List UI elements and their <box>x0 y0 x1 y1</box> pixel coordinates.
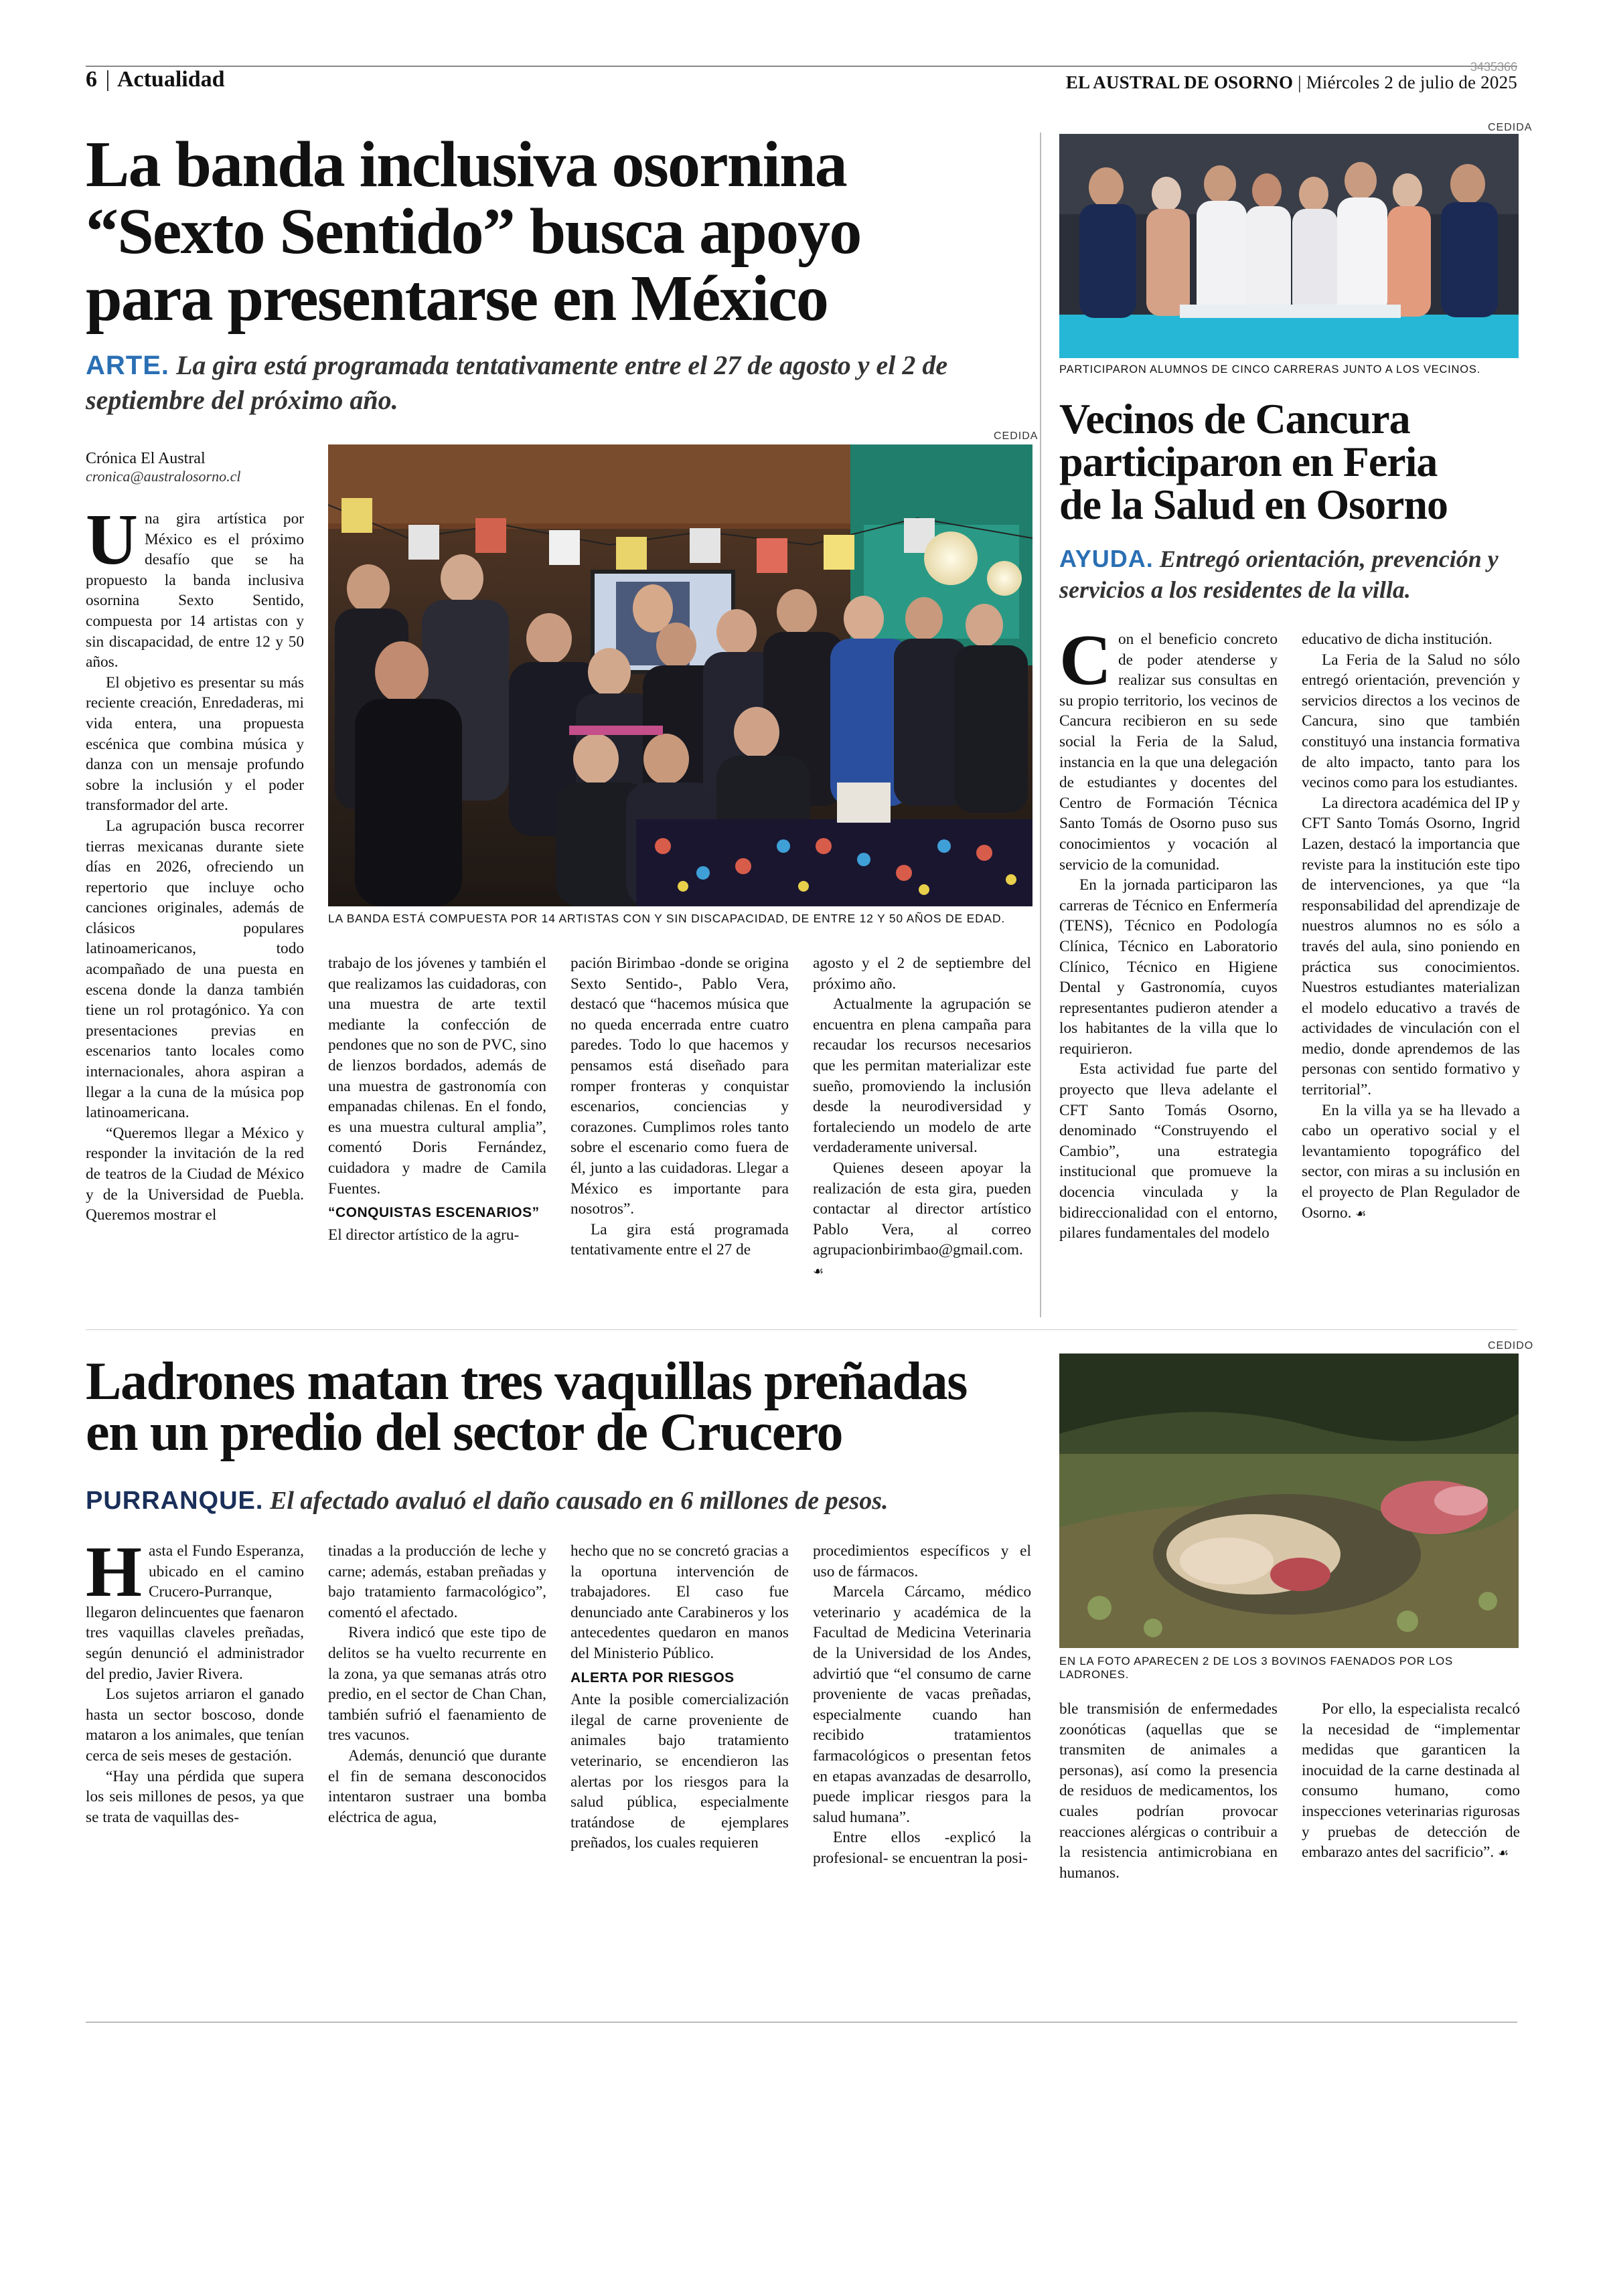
lower-headline-line-2: en un predio del sector de Crucero <box>86 1403 843 1462</box>
main-headline-line-3: para presentarse en México <box>86 262 828 335</box>
lower-end-mark: ☙ <box>1498 1846 1509 1861</box>
page-number: 6 <box>86 67 97 92</box>
main-headline-line-1: La banda inclusiva osornina <box>86 129 846 201</box>
band-photo <box>328 444 1032 906</box>
band-photo-image <box>328 444 1032 906</box>
lower-kicker: PURRANQUE. <box>86 1487 264 1515</box>
side-lede <box>1059 544 1521 605</box>
lower-lede-text: El afectado avaluó el daño causado en 6 millones de pesos. <box>269 1487 889 1515</box>
newspaper-name: EL AUSTRAL DE OSORNO <box>1065 72 1294 92</box>
main-end-mark: ☙ <box>813 1264 824 1279</box>
lower-dropcap: H <box>86 1532 143 1612</box>
side-dropcap: C <box>1059 621 1112 700</box>
lower-article-column-5: ble transmisión de enfermedades zoonóticas (aquellas que se transmiten de animales a personas), así como la presencia de residuos de medicamentos, los cuales podrían provocar reacciones alérgicas o contribuir a la resistencia antimicrobiana en humanos. <box>1059 1700 1278 1882</box>
id-code: 3435366 <box>1470 60 1517 74</box>
lower-article-column-2: tinadas a la producción de leche y carne; además, estaban preñadas y bajo tratamiento farmacológico”, comentó el afectado. Rivera indicó que este tipo de delitos se ha vuelto recurrente en la zona, ya que semanas atrás otro predio, en el sector de Chan Chan, también sufrió el faenamiento de tres vacunos. Además, denunció que durante el fin de semana desconocidos intentaron sustraer una bomba eléctrica de agua, <box>328 1542 546 1826</box>
lower-headline-line-1: Ladrones matan tres vaquillas preñadas <box>86 1352 967 1411</box>
issue-date: Miércoles 2 de julio de 2025 <box>1306 72 1517 92</box>
side-article-column-1: Con el beneficio concreto de poder atenderse y realizar sus consultas en su propio territorio, los vecinos de Cancura recibieron en su sede social la Feria de la Salud, instancia en la que una delegación de estudiantes y docentes del Centro de Formación Técnica Santo Tomás de Osorno puso sus conocimientos y vocación al servicio de la comunidad. En la jornada participaron las carreras de Técnico en Enfermería (TENS), Técnico en Podología Clínica, Técnico en Laboratorio Clínico, Técnico en Higiene Dental y Gastronomía, cuyos representantes pudieron atender a los habitantes de la villa que lo requirieron. Esta actividad fue parte del proyecto que lleva adelante el CFT Santo Tomás Osorno, denominado “Construyendo el Cambio”, una estrategia institucional que promueve la docencia vinculada y la bidireccionalidad con el entorno, pilares fundamentales del modelo <box>1059 621 1278 1242</box>
cattle-photo-image <box>1059 1354 1519 1648</box>
main-photo-caption: LA BANDA ESTÁ COMPUESTA POR 14 ARTISTAS CON Y SIN DISCAPACIDAD, DE ENTRE 12 Y 50 AÑOS DE EDAD. <box>328 912 1006 925</box>
main-subhead: “CONQUISTAS ESCENARIOS” <box>328 1205 540 1221</box>
byline <box>86 450 240 485</box>
side-headline <box>1059 395 1521 528</box>
section-name: Actualidad <box>117 67 225 92</box>
main-photo-credit: CEDIDA <box>994 430 1039 442</box>
page-folio: 6 | Actualidad <box>86 67 225 92</box>
lower-article-column-6: Por ello, la especialista recalcó la necesidad de “implementar medidas que garanticen la inocuidad de la carne destinada al consumo humano, como inspecciones veterinarias rigurosas y pruebas de detección de embarazo antes del sacrificio”. ☙ <box>1302 1700 1520 1862</box>
main-article-column-4: agosto y el 2 de septiembre del próximo año. Actualmente la agrupación se encuentra en plena campaña para recaudar los recursos necesarios que les permitan materializar este sueño, promoviendo la inclusión desde la neurodiversidad y fortaleciendo un modelo de arte verdaderamente universal. Quienes deseen apoyar la realización de esta gira, pueden contactar al director artístico Pablo Vera, al correo agrupacionbirimbao@gmail.com. ☙ <box>813 955 1031 1279</box>
lower-photo-credit: CEDIDO <box>1488 1340 1534 1351</box>
main-article-column-2: trabajo de los jóvenes y también el que realizamos las cuidadoras, con una muestra de arte textil mediante la confección de pendones que no son de PVC, sino de lienzos bordados, además de una muestra de gastronomía con empanadas chilenas. En el fondo, es una muestra cultural amplia”, comentó Doris Fernández, cuidadora y madre de Camila Fuentes. “CONQUISTAS ESCENARIOS” El director artístico de la agru- <box>328 955 546 1244</box>
main-article-column-3: pación Birimbao -donde se origina Sexto Sentido-, Pablo Vera, destacó que “hacemos música que no queda encerrada entre cuatro paredes. Todo lo que hacemos y pensamos está diseñado para romper fronteras y conquistar escenarios, conciencias y corazones. Cumplimos roles tanto sobre el escenario como fuera de él, junto a las cuidadoras. Llegar a México es importante para nosotros”. La gira está programada tentativamente entre el 27 de <box>570 955 789 1259</box>
side-end-mark: ☙ <box>1355 1206 1367 1221</box>
side-article-column-2: educativo de dicha institución. La Feria de la Salud no sólo entregó orientación, prevención y servicios directos a los vecinos de Cancura, sino que también constituyó una instancia formativa de alto impacto, tanto para los vecinos como para los estudiantes. La directora académica del IP y CFT Santo Tomás Osorno, Ingrid Lazen, destacó la importancia que reviste para la institución este tipo de intervenciones, ya que “la responsabilidad del aprendizaje de nuestros alumnos no es sólo a través del aula, sino poniendo en práctica sus conocimientos. Nuestros estudiantes materializan el modelo educativo a través de actividades de vinculación con el medio, donde aprendemos de las personas con sentido formativo y territorial”. En la villa ya se ha llevado a cabo un operativo social y el levantamiento topográfico del sector, con miras a su inclusión en el proyecto de Plan Regulador de Osorno. ☙ <box>1302 631 1520 1222</box>
health-fair-photo <box>1059 134 1519 358</box>
side-headline-line-1: Vecinos de Cancura <box>1059 395 1410 442</box>
main-lede-text: La gira está programada tentativamente entre el 27 de agosto y el 2 de septiembre del próximo año. <box>86 350 948 415</box>
main-headline <box>86 129 1023 335</box>
lower-top-rule <box>86 1329 1517 1330</box>
side-lede-text: Entregó orientación, prevención y servicios a los residentes de la villa. <box>1059 546 1499 603</box>
main-kicker: ARTE. <box>86 351 169 380</box>
side-photo-caption: PARTICIPARON ALUMNOS DE CINCO CARRERAS JUNTO A LOS VECINOS. <box>1059 363 1481 376</box>
lower-article-column-1: Hasta el Fundo Esperanza, ubicado en el camino Crucero-Purranque, llegaron delincuentes que faenaron tres vaquillas claveles preñadas, según denunció el administrador del predio, Javier Rivera. Los sujetos arriaron el ganado hasta un sector boscoso, donde mataron a los animales, que tenían cerca de seis meses de gestación. “Hay una pérdida que supera los seis millones de pesos, ya que se trata de vaquillas des- <box>86 1532 304 1826</box>
column-divider <box>1040 133 1041 1317</box>
main-headline-line-2: “Sexto Sentido” busca apoyo <box>86 195 861 268</box>
side-photo-credit: CEDIDA <box>1488 122 1533 133</box>
lower-headline <box>86 1352 1023 1462</box>
lower-article-column-3: hecho que no se concretó gracias a la oportuna intervención de trabajadores. El caso fue denunciado ante Carabineros y los antecedentes quedaron en manos del Ministerio Público. ALERTA POR RIESGOS Ante la posible comercialización ilegal de carne proveniente de animales bajo tratamiento veterinario, se encendieron las alertas por los riesgos para la salud pública, especialmente tratándose de ejemplares preñados, los cuales requieren <box>570 1542 789 1852</box>
page-bottom-rule <box>86 2022 1517 2023</box>
header-top-rule <box>86 66 1517 67</box>
lower-article-column-4: procedimientos específicos y el uso de fármacos. Marcela Cárcamo, médico veterinario y académica de la Facultad de Medicina Veterinaria de la Universidad de los Andes, advirtió que “el consumo de carne proveniente de vacas preñadas, especialmente cuando han recibido tratamientos farmacológicos o presentan fetos en etapas avanzadas de desarrollo, puede implicar riesgos para la salud humana”. Entre ellos -explicó la profesional- se encuentran la posi- <box>813 1542 1031 1867</box>
lower-lede <box>86 1485 1037 1517</box>
side-headline-line-3: de la Salud en Osorno <box>1059 481 1448 528</box>
cattle-photo <box>1059 1354 1519 1648</box>
main-article-column-1: Una gira artística por México es el próximo desafío que se ha propuesto la banda inclusiva osornina Sexto Sentido, compuesta por 14 artistas con y sin discapacidad, de entre 12 y 50 años. El objetivo es presentar su más reciente creación, Enredaderas, mi vida entera, una propuesta escénica que combina música y danza con un mensaje profundo sobre la inclusión y el poder transformador del arte. La agrupación busca recorrer tierras mexicanas durante siete días en 2026, ofreciendo un repertorio que incluye ocho canciones originales, además de clásicos populares latinoamericanos, todo acompañado de una puesta en escena donde la danza también tiene un rol protagónico. Ya con presentaciones previas en escenarios tanto locales como internacionales, ahora aspiran a llegar a la cuna de la música pop latinoamericana. “Queremos llegar a México y responder la invitación de la red de teatros de la Ciudad de México y de la Universidad de Puebla. Queremos mostrar el <box>86 500 304 1224</box>
main-lede <box>86 348 1023 418</box>
header-masthead: EL AUSTRAL DE OSORNO | Miércoles 2 de julio de 2025 <box>1065 72 1517 92</box>
lower-photo-caption: EN LA FOTO APARECEN 2 DE LOS 3 BOVINOS FAENADOS POR LOS LADRONES. <box>1059 1655 1454 1681</box>
health-fair-photo-image <box>1059 134 1519 358</box>
lower-subhead: ALERTA POR RIESGOS <box>570 1669 735 1686</box>
byline-author: Crónica El Austral <box>86 450 206 467</box>
byline-email[interactable]: cronica@australosorno.cl <box>86 468 241 485</box>
side-kicker: AYUDA. <box>1059 545 1154 572</box>
side-headline-line-2: participaron en Feria <box>1059 438 1438 485</box>
main-dropcap: U <box>86 500 138 580</box>
